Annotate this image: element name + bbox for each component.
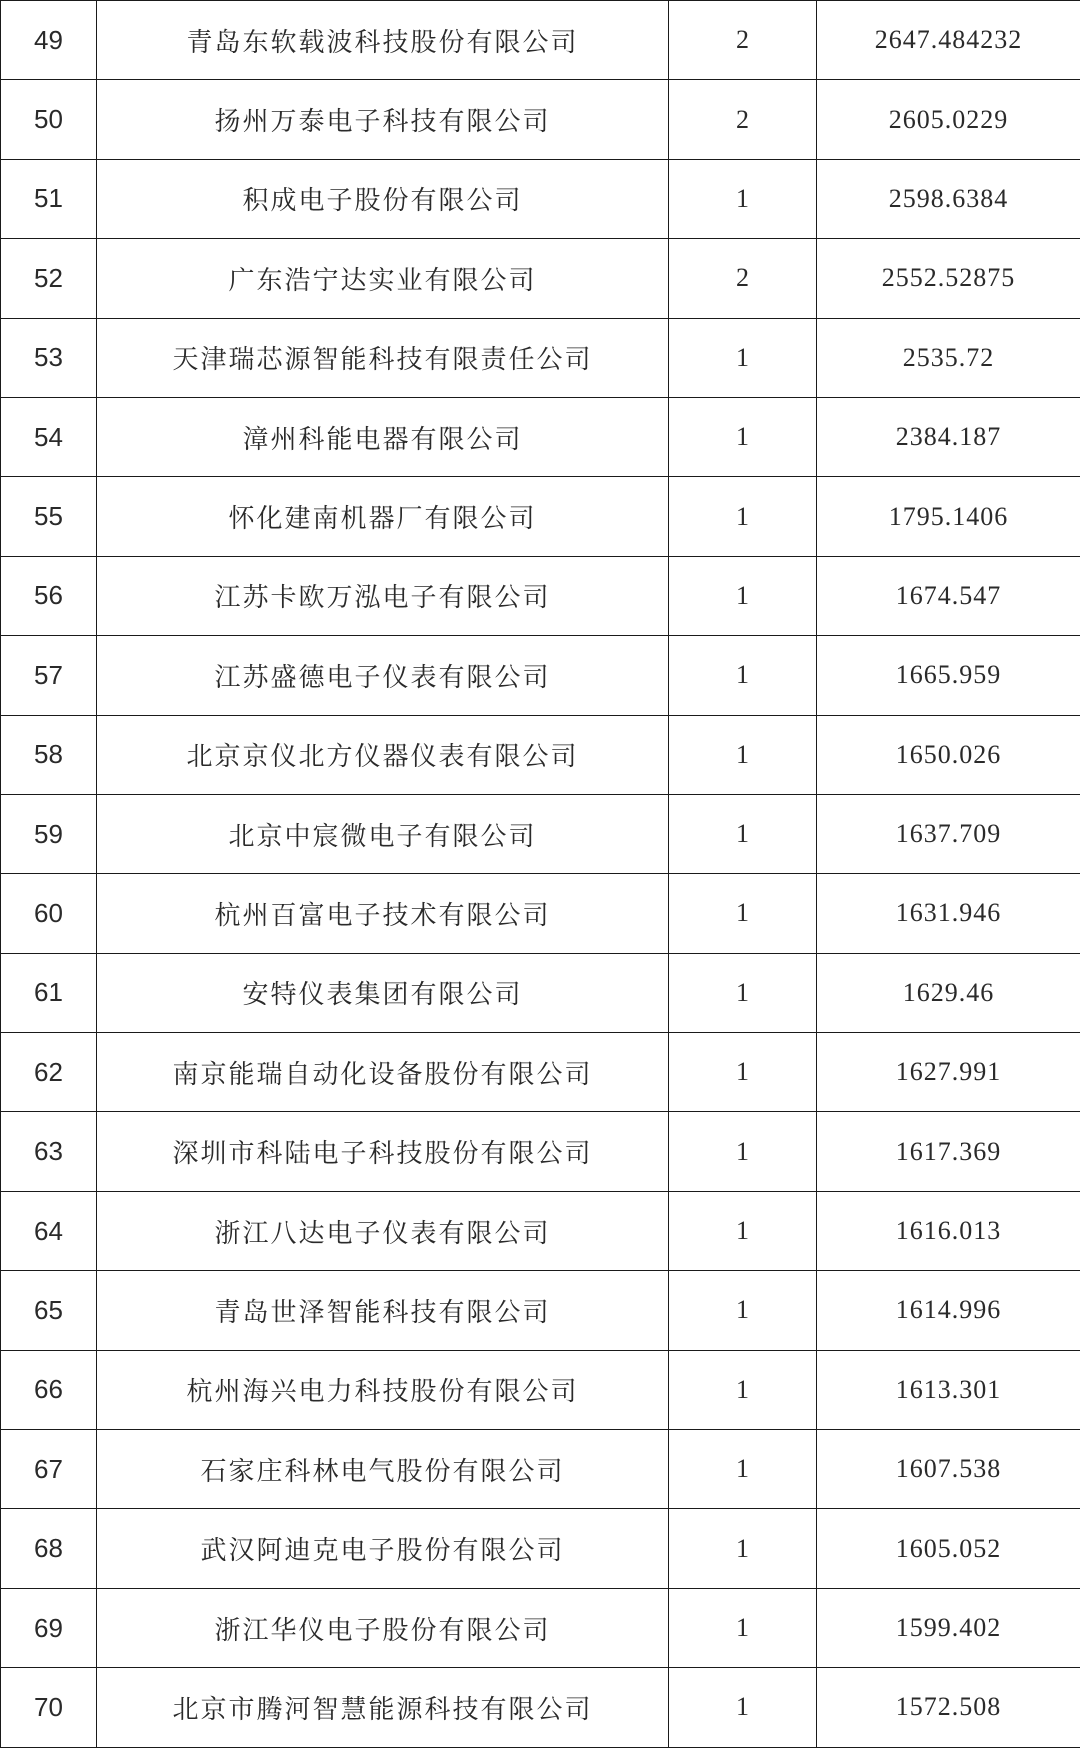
value-cell: 2647.484232 [817,1,1080,80]
value-cell: 1637.709 [817,794,1080,873]
company-name-cell: 怀化建南机器厂有限公司 [97,477,669,556]
row-index-cell: 65 [1,1271,97,1350]
count-cell: 1 [669,1191,817,1270]
row-index-cell: 61 [1,953,97,1032]
value-cell: 1616.013 [817,1191,1080,1270]
row-index-cell: 51 [1,159,97,238]
table-row [1,1430,1080,1509]
company-name-cell: 武汉阿迪克电子股份有限公司 [97,1509,669,1588]
table-row [1,953,1080,1032]
table-row [1,1,1080,80]
table-row [1,318,1080,397]
row-index-cell: 69 [1,1588,97,1667]
count-cell: 1 [669,318,817,397]
count-cell: 1 [669,477,817,556]
count-cell: 1 [669,953,817,1032]
value-cell: 1674.547 [817,556,1080,635]
company-name-cell: 积成电子股份有限公司 [97,159,669,238]
table-row [1,715,1080,794]
count-cell: 1 [669,636,817,715]
table-row [1,397,1080,476]
count-cell: 2 [669,239,817,318]
company-name-cell: 漳州科能电器有限公司 [97,397,669,476]
company-name-cell: 扬州万泰电子科技有限公司 [97,80,669,159]
row-index-cell: 56 [1,556,97,635]
value-cell: 1631.946 [817,874,1080,953]
table-row [1,1112,1080,1191]
value-cell: 2535.72 [817,318,1080,397]
count-cell: 1 [669,715,817,794]
company-name-cell: 杭州百富电子技术有限公司 [97,874,669,953]
count-cell: 1 [669,1430,817,1509]
count-cell: 2 [669,80,817,159]
count-cell: 1 [669,556,817,635]
row-index-cell: 68 [1,1509,97,1588]
value-cell: 1665.959 [817,636,1080,715]
count-cell: 1 [669,1271,817,1350]
row-index-cell: 66 [1,1350,97,1429]
row-index-cell: 67 [1,1430,97,1509]
table-row [1,1588,1080,1667]
company-name-cell: 北京京仪北方仪器仪表有限公司 [97,715,669,794]
row-index-cell: 70 [1,1668,97,1747]
row-index-cell: 59 [1,794,97,873]
company-name-cell: 浙江八达电子仪表有限公司 [97,1191,669,1270]
count-cell: 1 [669,794,817,873]
count-cell: 1 [669,1588,817,1667]
value-cell: 1629.46 [817,953,1080,1032]
count-cell: 1 [669,159,817,238]
company-name-cell: 深圳市科陆电子科技股份有限公司 [97,1112,669,1191]
value-cell: 2605.0229 [817,80,1080,159]
company-name-cell: 石家庄科林电气股份有限公司 [97,1430,669,1509]
row-index-cell: 52 [1,239,97,318]
company-name-cell: 青岛世泽智能科技有限公司 [97,1271,669,1350]
count-cell: 2 [669,1,817,80]
company-name-cell: 广东浩宁达实业有限公司 [97,239,669,318]
row-index-cell: 64 [1,1191,97,1270]
value-cell: 2552.52875 [817,239,1080,318]
value-cell: 1614.996 [817,1271,1080,1350]
value-cell: 1795.1406 [817,477,1080,556]
table-row [1,80,1080,159]
table-row [1,239,1080,318]
company-name-cell: 江苏盛德电子仪表有限公司 [97,636,669,715]
value-cell: 1613.301 [817,1350,1080,1429]
table-row [1,1509,1080,1588]
table-row [1,477,1080,556]
value-cell: 1650.026 [817,715,1080,794]
table-row [1,636,1080,715]
count-cell: 1 [669,1668,817,1747]
company-name-cell: 南京能瑞自动化设备股份有限公司 [97,1033,669,1112]
row-index-cell: 53 [1,318,97,397]
table-row [1,1350,1080,1429]
company-name-cell: 江苏卡欧万泓电子有限公司 [97,556,669,635]
table-row [1,1191,1080,1270]
company-name-cell: 北京市腾河智慧能源科技有限公司 [97,1668,669,1747]
value-cell: 2598.6384 [817,159,1080,238]
company-name-cell: 安特仪表集团有限公司 [97,953,669,1032]
company-name-cell: 天津瑞芯源智能科技有限责任公司 [97,318,669,397]
value-cell: 2384.187 [817,397,1080,476]
table-row [1,1668,1080,1747]
company-name-cell: 青岛东软载波科技股份有限公司 [97,1,669,80]
table-body [1,1,1080,1748]
row-index-cell: 50 [1,80,97,159]
count-cell: 1 [669,1033,817,1112]
company-name-cell: 杭州海兴电力科技股份有限公司 [97,1350,669,1429]
row-index-cell: 49 [1,1,97,80]
value-cell: 1607.538 [817,1430,1080,1509]
row-index-cell: 55 [1,477,97,556]
row-index-cell: 63 [1,1112,97,1191]
count-cell: 1 [669,397,817,476]
table-row [1,1271,1080,1350]
value-cell: 1627.991 [817,1033,1080,1112]
value-cell: 1572.508 [817,1668,1080,1747]
value-cell: 1617.369 [817,1112,1080,1191]
table-row [1,556,1080,635]
row-index-cell: 57 [1,636,97,715]
value-cell: 1605.052 [817,1509,1080,1588]
row-index-cell: 58 [1,715,97,794]
company-name-cell: 浙江华仪电子股份有限公司 [97,1588,669,1667]
table-row [1,159,1080,238]
row-index-cell: 54 [1,397,97,476]
row-index-cell: 62 [1,1033,97,1112]
count-cell: 1 [669,874,817,953]
count-cell: 1 [669,1112,817,1191]
row-index-cell: 60 [1,874,97,953]
table-row [1,874,1080,953]
table-row [1,1033,1080,1112]
company-name-cell: 北京中宸微电子有限公司 [97,794,669,873]
table-row [1,794,1080,873]
value-cell: 1599.402 [817,1588,1080,1667]
count-cell: 1 [669,1509,817,1588]
count-cell: 1 [669,1350,817,1429]
